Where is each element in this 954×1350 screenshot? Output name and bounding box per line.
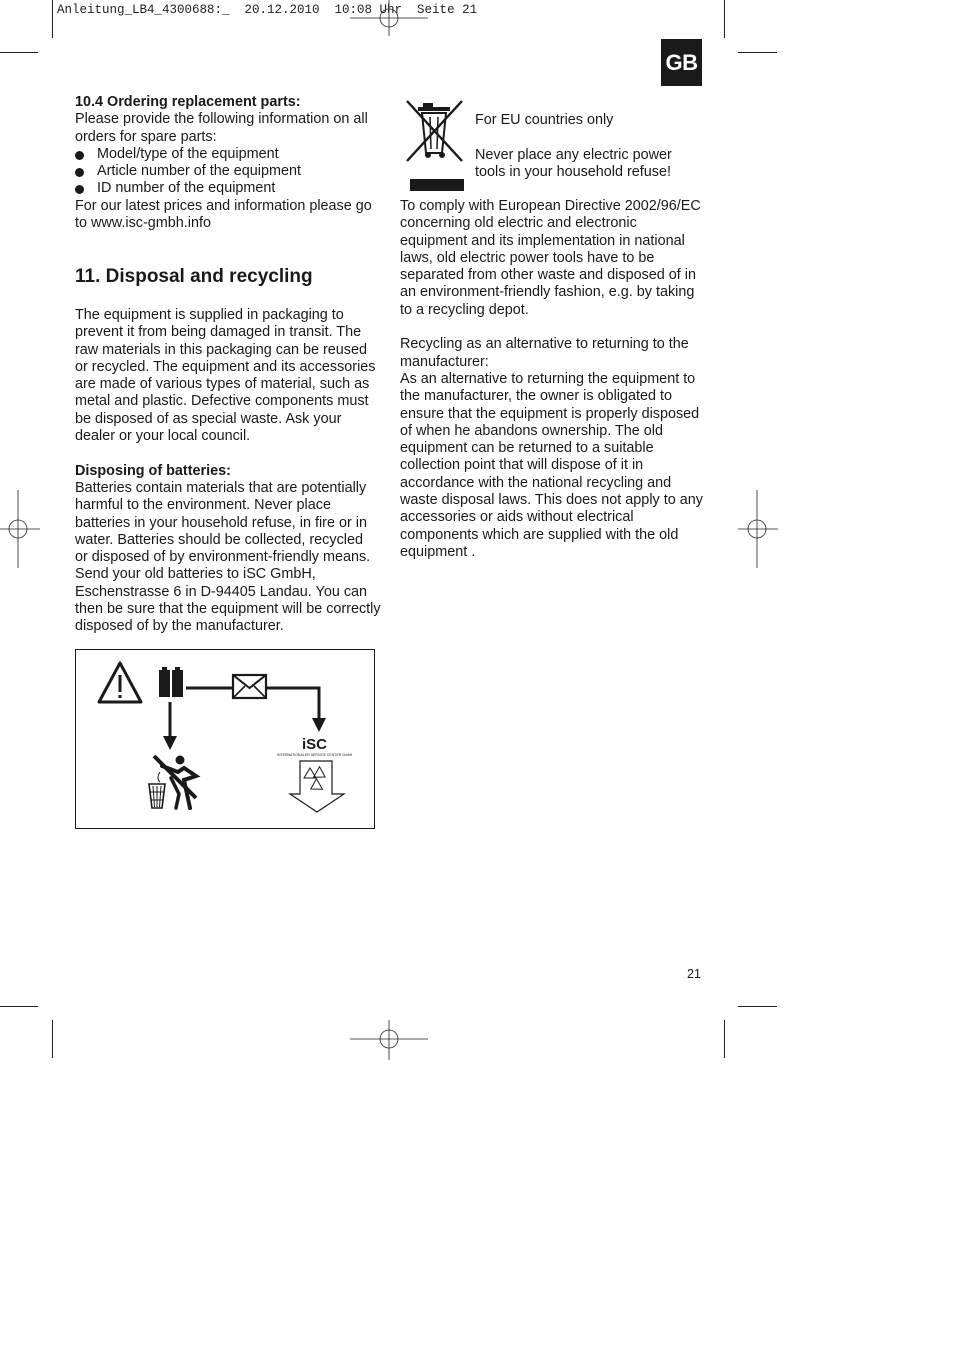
- text-line: disposed of by the manufacturer.: [75, 618, 284, 635]
- list-item: ID number of the equipment: [75, 180, 385, 197]
- text-line: tools in your household refuse!: [475, 163, 671, 180]
- envelope-icon: [233, 675, 266, 698]
- text-line: water. Batteries should be collected, recycled: [75, 531, 363, 548]
- text-line: an environment-friendly fashion, e.g. by taking: [400, 284, 695, 301]
- text-line: to a recycling depot.: [400, 301, 529, 318]
- text-line: prevent it from being damaged in transit. The: [75, 324, 362, 341]
- text-line: For EU countries only: [475, 112, 614, 128]
- text-line: collection point that will dispose of it in: [400, 457, 644, 474]
- registration-mark-top: [350, 0, 428, 36]
- section-heading: 11. Disposal and recycling: [75, 266, 313, 287]
- text-line: harmful to the environment. Never place: [75, 497, 331, 514]
- eu-notice: [475, 112, 672, 181]
- text-line: batteries in your household refuse, in fire or in: [75, 514, 367, 531]
- registration-mark-left: [0, 490, 40, 568]
- battery-icon: [159, 667, 183, 697]
- text-line: manufacturer:: [400, 353, 489, 370]
- crossed-bin-icon: [404, 97, 468, 193]
- text-line: ensure that the equipment is properly disposed: [400, 405, 700, 422]
- registration-mark-right: [738, 490, 778, 568]
- text-line: Send your old batteries to iSC GmbH,: [75, 566, 316, 583]
- text-line: of when he abandons ownership. The old: [400, 422, 663, 439]
- text-line: Batteries contain materials that are potentially: [75, 479, 367, 496]
- print-slug: Anleitung_LB4_4300688:_ 20.12.2010 10:08 Uhr Seite 21: [57, 3, 478, 17]
- text-line: dealer or your local council.: [75, 428, 251, 445]
- text-line: then be sure that the equipment will be correctly: [75, 601, 381, 618]
- text-line: accessories or aids without electrical: [400, 509, 634, 526]
- bullet-icon: [75, 151, 84, 160]
- text-line: the manufacturer, the owner is obligated to: [400, 388, 672, 405]
- no-trash-icon: [149, 756, 196, 809]
- text-line: or recycled. The equipment and its accessories: [75, 358, 376, 375]
- svg-text:INTERNATIONALER SERVICE CENTER: INTERNATIONALER SERVICE CENTER GmbH: [277, 753, 353, 757]
- language-badge: GB: [661, 39, 702, 86]
- text-line: raw materials in this packaging can be reused: [75, 341, 367, 358]
- text-line: accordance with the national recycling and: [400, 474, 672, 491]
- bullet-icon: [75, 185, 84, 194]
- ordering-outro-2: to www.isc-gmbh.info: [75, 215, 211, 232]
- text-line: or disposed of by environment-friendly means.: [75, 549, 371, 566]
- ordering-outro-1: For our latest prices and information please go: [75, 197, 372, 214]
- disposal-section: [75, 266, 385, 288]
- bullet-icon: [75, 168, 84, 177]
- text-line: equipment and its implementation in national: [400, 232, 685, 249]
- ordering-heading: 10.4 Ordering replacement parts:: [75, 94, 301, 110]
- recycling-icon: [290, 761, 344, 812]
- text-line: The equipment is supplied in packaging to: [75, 307, 344, 323]
- text-line: To comply with European Directive 2002/96/EC: [400, 198, 701, 214]
- list-item: Model/type of the equipment: [75, 146, 385, 163]
- isc-logo: [277, 736, 353, 757]
- right-column: [400, 198, 710, 561]
- batteries-heading: Disposing of batteries:: [75, 462, 231, 479]
- left-column: [75, 94, 385, 232]
- text-line: laws, old electric power tools have to be: [400, 249, 655, 266]
- text-line: separated from other waste and disposed of in: [400, 267, 696, 284]
- registration-mark-bottom: [350, 1020, 428, 1060]
- disposal-body: [75, 307, 385, 636]
- text-line: Never place any electric power: [475, 146, 672, 163]
- text-line: concerning old electric and electronic: [400, 215, 637, 232]
- text-line: Recycling as an alternative to returning to the: [400, 336, 689, 353]
- ordering-intro-2: orders for spare parts:: [75, 128, 217, 145]
- text-line: Eschenstrasse 6 in D-94405 Landau. You can: [75, 583, 368, 600]
- text-line: metal and plastic. Defective components must: [75, 393, 369, 410]
- text-line: equipment .: [400, 543, 476, 560]
- text-line: As an alternative to returning the equipment to: [400, 370, 696, 387]
- ordering-intro-1: Please provide the following information on all: [75, 111, 368, 128]
- list-item: Article number of the equipment: [75, 163, 385, 180]
- text-line: are made of various types of material, such as: [75, 376, 370, 393]
- text-line: equipment can be returned to a suitable: [400, 440, 654, 457]
- page-number: 21: [687, 967, 701, 981]
- text-line: be disposed of as special waste. Ask your: [75, 410, 342, 427]
- svg-text:iSC: iSC: [302, 736, 328, 753]
- warning-icon: [99, 663, 141, 702]
- text-line: waste disposal laws. This does not apply to any: [400, 492, 703, 509]
- battery-return-figure: [75, 649, 375, 829]
- text-line: components which are supplied with the old: [400, 526, 679, 543]
